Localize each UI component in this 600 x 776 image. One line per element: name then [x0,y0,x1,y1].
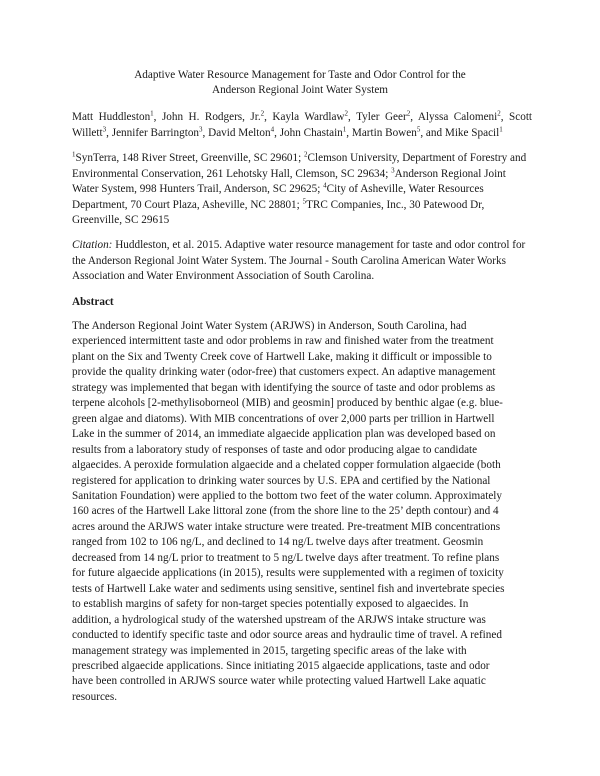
affiliation-mark: 5 [302,196,307,205]
affiliation-mark: 3 [391,165,395,174]
abstract-line: to establish margins of safety for non-target species potentially exposed to algaecides. In [72,598,469,611]
abstract-body [72,319,532,705]
paper-title [60,68,540,98]
author [272,111,348,123]
author-affiliation-mark: 3 [102,124,107,133]
author-affiliation-mark: 1 [150,109,154,118]
author-name: Tyler Geer [356,111,407,123]
author-affiliation-mark: 4 [270,124,275,133]
author [444,124,503,139]
abstract-line: terpene alcohols [2-methylisoborneol (MIB) and geosmin] produced by benthic algae (e.g. blue- [72,397,503,410]
affiliation-text: TRC Companies, Inc., 30 Patewood Dr, Greenville, SC 29615 [72,198,485,226]
affiliation-text: City of Asheville, Water Resources Department, 70 Court Plaza, Asheville, NC 28801; [72,183,484,211]
author-affiliation-mark: 2 [344,109,348,118]
author-name: Matt Huddleston [72,111,151,123]
author-name: Jennifer Barrington [111,126,200,139]
author-name: David Melton [208,126,271,139]
affiliation-text: SynTerra, 148 River Street, Greenville, SC 29601; [75,152,305,164]
author-name: Alyssa Calomeni [417,111,498,123]
author [208,124,275,139]
author [111,124,203,139]
abstract-line: registered for application to drinking water sources by U.S. EPA and certified by the National [72,474,491,487]
author-affiliation-mark: 1 [342,124,347,133]
affiliation-text: Clemson University, Department of Forestry and Environmental Conservation, 261 Lehotsky Hall, Clemson, SC 29634; [72,152,527,180]
abstract-line: acres around the ARJWS water intake structure were treated. Pre-treatment MIB concentrations [72,520,501,533]
abstract-line: The Anderson Regional Joint Water System (ARJWS) in Anderson, South Carolina, had [72,320,467,332]
author-name: John H. Rodgers, Jr. [161,111,261,123]
abstract-line: addition, a hydrological study of the watershed upstream of the ARJWS intake structure was [72,613,486,626]
author [72,111,154,123]
title-line-2: Anderson Regional Joint Water System [211,84,388,96]
abstract-line: Sanitation Foundation) were applied to the bottom two feet of the water column. Approximately [72,489,502,502]
affiliation-mark: 4 [323,181,327,190]
abstract-line: 160 acres of the Hartwell Lake littoral zone (from the shore line to the 25’ depth contour) and 4 [72,505,499,518]
author-affiliation-mark: 2 [497,109,501,118]
abstract-line: conducted to identify specific taste and odor source areas and hydraulic time of travel. A refined [72,629,502,642]
abstract-line: ranged from 102 to 106 ng/L, and declined to 14 ng/L twelve days after treatment. Geosmin [72,536,484,549]
abstract-line: prescribed algaecide applications. Since initiating 2015 algaecide applications, taste and odor [72,659,490,672]
author-affiliation-mark: 3 [199,124,203,133]
author-name: Kayla Wardlaw [272,111,345,123]
author-name: Mike Spacil [444,126,500,139]
author-affiliation-mark: 2 [406,109,411,118]
abstract-line: results from a laboratory study of responses of taste and odor producing algae to candidate [72,443,478,456]
author-list: Matt Huddleston$^1$, John H. Rodgers, Jr.$^2$, Kayla Wardlaw$^2$, Tyler Geer$^2$, Alyssa Calomeni$^2$, Scott Willett$^3$, Jennifer Barrington$^3$, David Melton$^4$, John Chastain$^1$, Martin Bowen$^5$, and Mike Spacil$^1$ [72,109,533,139]
abstract-line: tests of Hartwell Lake water and sediments using sensitive, sentinel fish and invertebrate species [72,582,505,595]
abstract-line: provide the quality drinking water (odor-free) that customers expect. An adaptive management [72,366,496,379]
abstract-line: experienced intermittent taste and odor problems in raw and finished water from the treatment [72,335,494,348]
author-name: John Chastain [279,126,343,139]
abstract-line: Lake in the summer of 2014, an immediate algaecide application plan was developed based on [72,428,496,441]
affiliation-mark: 1 [72,150,76,159]
citation-label: Citation: [72,239,113,251]
abstract-line: strategy was implemented that began with identifying the source of taste and odor problems as [72,381,496,394]
abstract-line: management strategy was implemented in 2015, targeting specific areas of the lake with [72,644,467,657]
author [162,111,264,123]
affiliation-mark: 2 [304,150,308,159]
author-affiliation-mark: 5 [416,124,421,133]
abstract-line: green algae and diatoms). With MIB concentrations of over 2,000 parts per trillion in Hartwell [72,412,495,425]
affiliations [72,151,532,229]
citation-text: Huddleston, et al. 2015. Adaptive water resource management for taste and odor control for the Anderson Regional Joint Water System. The Journal - South Carolina American Water Works Association and Water Environment Association of South Carolina. [72,239,526,282]
author-affiliation-mark: 1 [499,124,503,133]
author-name: Scott Willett [72,111,533,139]
abstract-heading: Abstract [72,296,114,308]
abstract-line: algaecides. A peroxide formulation algaecide and a chelated copper formulation algaecide (both [72,459,501,472]
abstract-line: resources. [72,690,118,703]
author [356,111,410,123]
author [418,111,501,123]
author-name: Martin Bowen [351,126,417,139]
abstract-line: for future algaecide applications (in 2015), results were supplemented with a regimen of toxicity [72,567,504,580]
abstract-line: decreased from 14 ng/L prior to treatment to 5 ng/L twelve days after treatment. To refine plans [72,551,500,564]
abstract-line: have been controlled in ARJWS source water while protecting valued Hartwell Lake aquatic [72,675,486,688]
author [279,124,347,139]
abstract-line: plant on the Six and Twenty Creek cove of Hartwell Lake, making it difficult or impossible to [72,350,492,363]
author [351,124,421,139]
citation [72,238,532,285]
author-affiliation-mark: 2 [260,109,265,118]
affiliation-text: Anderson Regional Joint Water System, 998 Hunters Trail, Anderson, SC 29625; [72,167,506,195]
title-line-1: Adaptive Water Resource Management for Taste and Odor Control for the [134,69,466,81]
